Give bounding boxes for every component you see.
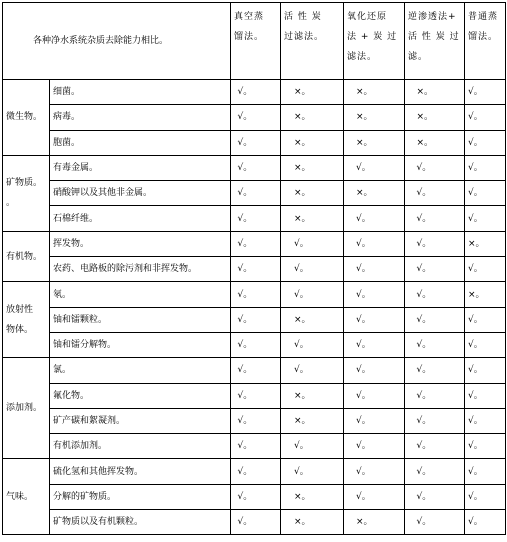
result-cell bbox=[281, 484, 344, 509]
impurity-label: 有毒金属。 bbox=[50, 155, 231, 180]
result-mark: √。 bbox=[468, 163, 483, 174]
result-mark: √。 bbox=[237, 491, 253, 502]
result-mark: √。 bbox=[468, 517, 483, 528]
result-cell bbox=[231, 307, 281, 332]
result-cell bbox=[281, 181, 344, 206]
result-mark: √。 bbox=[237, 466, 253, 477]
result-cell bbox=[281, 130, 344, 155]
table-row bbox=[3, 383, 506, 408]
result-mark: √。 bbox=[294, 441, 309, 452]
result-mark: √。 bbox=[468, 137, 483, 148]
result-mark: ×。 bbox=[294, 188, 311, 199]
impurity-label: 农药、电路板的除污剂和非挥发物。 bbox=[50, 257, 231, 282]
result-cell bbox=[405, 181, 465, 206]
result-mark: √。 bbox=[356, 466, 371, 477]
result-mark: √。 bbox=[237, 416, 253, 426]
category-cell bbox=[3, 459, 50, 535]
result-cell bbox=[405, 383, 465, 408]
result-cell bbox=[231, 257, 281, 282]
result-cell bbox=[231, 434, 281, 459]
result-cell bbox=[344, 130, 405, 155]
result-mark: √。 bbox=[416, 188, 432, 199]
impurity-label: 石棉纤维。 bbox=[50, 206, 231, 231]
result-cell bbox=[405, 484, 465, 509]
result-cell bbox=[344, 155, 405, 180]
impurity-label: 细菌。 bbox=[50, 80, 231, 105]
result-mark: ×。 bbox=[294, 416, 311, 426]
result-mark: √。 bbox=[237, 390, 253, 401]
result-cell bbox=[231, 155, 281, 180]
result-cell bbox=[344, 307, 405, 332]
result-mark: ×。 bbox=[356, 112, 373, 123]
result-mark: √。 bbox=[416, 441, 432, 452]
result-mark: ×。 bbox=[294, 137, 311, 148]
result-cell bbox=[231, 358, 281, 383]
result-mark: √。 bbox=[356, 390, 371, 401]
result-mark: √。 bbox=[468, 466, 483, 477]
result-cell bbox=[281, 80, 344, 105]
result-cell bbox=[465, 358, 506, 383]
result-cell bbox=[465, 510, 506, 535]
result-cell bbox=[405, 105, 465, 130]
result-mark: √。 bbox=[294, 466, 309, 477]
impurity-label: 矿产碳和絮凝剂。 bbox=[50, 408, 231, 433]
result-mark: √。 bbox=[294, 238, 309, 249]
result-mark: √。 bbox=[416, 340, 432, 351]
result-cell bbox=[231, 130, 281, 155]
result-cell bbox=[281, 510, 344, 535]
result-cell bbox=[231, 231, 281, 256]
result-mark: ×。 bbox=[356, 87, 373, 98]
result-mark: ×。 bbox=[294, 112, 311, 123]
result-mark: √。 bbox=[416, 365, 432, 376]
table-row bbox=[3, 484, 506, 509]
method-header-line: 普通蒸 bbox=[468, 12, 499, 22]
result-mark: √。 bbox=[356, 365, 371, 376]
method-header-line: 真空蒸 bbox=[234, 12, 265, 22]
result-cell bbox=[281, 206, 344, 231]
result-cell bbox=[344, 282, 405, 307]
result-mark: ×。 bbox=[294, 314, 311, 325]
category-label: 物体。 bbox=[6, 324, 34, 335]
category-label: 气味。 bbox=[6, 491, 34, 502]
result-mark: ×。 bbox=[294, 87, 311, 98]
impurity-label: 氟化物。 bbox=[50, 383, 231, 408]
result-cell bbox=[231, 105, 281, 130]
result-cell bbox=[344, 484, 405, 509]
result-cell bbox=[231, 459, 281, 484]
result-cell bbox=[405, 358, 465, 383]
result-mark: √。 bbox=[237, 441, 253, 452]
result-cell bbox=[231, 383, 281, 408]
result-mark: √。 bbox=[468, 264, 483, 275]
method-header-5 bbox=[465, 3, 506, 80]
result-cell bbox=[281, 459, 344, 484]
result-mark: ×。 bbox=[468, 289, 485, 300]
result-cell bbox=[465, 206, 506, 231]
result-mark: ×。 bbox=[356, 188, 373, 199]
category-cell bbox=[3, 155, 50, 231]
result-cell bbox=[405, 80, 465, 105]
result-mark: √。 bbox=[468, 188, 483, 199]
impurity-label: 挥发物。 bbox=[50, 231, 231, 256]
result-cell bbox=[465, 257, 506, 282]
result-cell bbox=[281, 155, 344, 180]
result-cell bbox=[231, 282, 281, 307]
table-row bbox=[3, 206, 506, 231]
category-label: 放射性 bbox=[6, 304, 34, 315]
method-header-3 bbox=[344, 3, 405, 80]
result-mark: √。 bbox=[416, 289, 432, 300]
result-mark: √。 bbox=[356, 314, 371, 325]
table-title: 各种净水系统杂质去除能力相比。 bbox=[3, 3, 231, 80]
method-header-line: 逆渗透法+ bbox=[408, 12, 457, 22]
method-header-line: 馏法。 bbox=[234, 32, 265, 42]
method-header-line: 活 性 炭 bbox=[284, 12, 322, 22]
result-cell bbox=[231, 206, 281, 231]
result-mark: √。 bbox=[468, 416, 483, 426]
result-mark: √。 bbox=[237, 213, 253, 224]
method-header-line: 滤。 bbox=[408, 52, 429, 62]
result-mark: √。 bbox=[356, 264, 371, 275]
result-cell bbox=[281, 282, 344, 307]
table-row bbox=[3, 408, 506, 433]
impurity-label: 氡。 bbox=[50, 282, 231, 307]
method-header-line: 法 + 炭 过 bbox=[347, 32, 398, 42]
impurity-label: 硫化氢和其他挥发物。 bbox=[50, 459, 231, 484]
result-mark: √。 bbox=[356, 213, 371, 224]
table-row bbox=[3, 155, 506, 180]
impurity-label: 硝酸钾以及其他非金属。 bbox=[50, 181, 231, 206]
result-cell bbox=[231, 332, 281, 357]
result-mark: ×。 bbox=[356, 517, 373, 528]
result-mark: √。 bbox=[294, 365, 309, 376]
result-mark: √。 bbox=[237, 238, 253, 249]
category-label: 添加剂。 bbox=[6, 403, 43, 414]
result-cell bbox=[405, 282, 465, 307]
result-cell bbox=[344, 231, 405, 256]
result-mark: √。 bbox=[356, 238, 371, 249]
result-mark: √。 bbox=[237, 289, 253, 300]
method-header-2 bbox=[281, 3, 344, 80]
result-mark: √。 bbox=[468, 441, 483, 452]
result-mark: √。 bbox=[356, 491, 371, 502]
result-cell bbox=[231, 80, 281, 105]
result-mark: ×。 bbox=[294, 517, 311, 528]
result-mark: √。 bbox=[237, 517, 253, 528]
result-cell bbox=[405, 257, 465, 282]
result-mark: ×。 bbox=[468, 238, 485, 249]
result-mark: √。 bbox=[416, 517, 432, 528]
impurity-label: 病毒。 bbox=[50, 105, 231, 130]
result-mark: √。 bbox=[468, 365, 483, 376]
result-cell bbox=[344, 434, 405, 459]
result-mark: √。 bbox=[416, 416, 432, 426]
result-cell bbox=[405, 231, 465, 256]
impurity-label: 有机添加剂。 bbox=[50, 434, 231, 459]
result-mark: ×。 bbox=[416, 87, 434, 98]
table-row bbox=[3, 358, 506, 383]
result-cell bbox=[281, 231, 344, 256]
result-cell bbox=[281, 434, 344, 459]
result-mark: √。 bbox=[237, 264, 253, 275]
category-label: 微生物。 bbox=[6, 112, 43, 123]
result-mark: √。 bbox=[237, 137, 253, 148]
purification-comparison-table bbox=[2, 2, 506, 535]
result-cell bbox=[405, 459, 465, 484]
result-mark: ×。 bbox=[294, 491, 311, 502]
table-row bbox=[3, 257, 506, 282]
result-mark: √。 bbox=[237, 188, 253, 199]
result-mark: √。 bbox=[468, 340, 483, 351]
result-mark: √。 bbox=[468, 112, 483, 123]
category-cell bbox=[3, 231, 50, 282]
method-header-4 bbox=[405, 3, 465, 80]
result-mark: √。 bbox=[237, 87, 253, 98]
result-mark: √。 bbox=[356, 289, 371, 300]
result-mark: ×。 bbox=[294, 213, 311, 224]
result-cell bbox=[465, 155, 506, 180]
result-cell bbox=[465, 105, 506, 130]
result-cell bbox=[405, 155, 465, 180]
category-cell bbox=[3, 358, 50, 459]
result-cell bbox=[465, 484, 506, 509]
result-mark: √。 bbox=[468, 491, 483, 502]
category-label: 矿物质。 bbox=[6, 178, 43, 189]
result-cell bbox=[231, 510, 281, 535]
method-header-line: 活 性 炭 过 bbox=[408, 32, 460, 42]
result-cell bbox=[281, 383, 344, 408]
result-cell bbox=[405, 206, 465, 231]
result-mark: √。 bbox=[356, 441, 371, 452]
result-mark: ×。 bbox=[294, 390, 311, 401]
result-cell bbox=[281, 358, 344, 383]
result-mark: √。 bbox=[416, 491, 432, 502]
category-cell bbox=[3, 282, 50, 358]
impurity-label: 铀和镭分解物。 bbox=[50, 332, 231, 357]
result-cell bbox=[465, 434, 506, 459]
result-cell bbox=[465, 231, 506, 256]
result-cell bbox=[465, 307, 506, 332]
result-mark: ×。 bbox=[416, 137, 434, 148]
result-cell bbox=[231, 408, 281, 433]
result-mark: √。 bbox=[416, 264, 432, 275]
result-mark: √。 bbox=[468, 213, 483, 224]
result-cell bbox=[281, 332, 344, 357]
result-cell bbox=[405, 332, 465, 357]
result-cell bbox=[405, 408, 465, 433]
method-header-line: 过滤法。 bbox=[284, 32, 325, 42]
result-cell bbox=[465, 80, 506, 105]
header-row bbox=[3, 3, 506, 80]
table-row bbox=[3, 332, 506, 357]
result-cell bbox=[465, 282, 506, 307]
result-cell bbox=[344, 257, 405, 282]
table-row bbox=[3, 181, 506, 206]
result-cell bbox=[465, 383, 506, 408]
table-row bbox=[3, 307, 506, 332]
result-mark: √。 bbox=[237, 112, 253, 123]
result-cell bbox=[344, 332, 405, 357]
result-cell bbox=[344, 383, 405, 408]
result-cell bbox=[231, 181, 281, 206]
table-row bbox=[3, 130, 506, 155]
table-row bbox=[3, 80, 506, 105]
table-row bbox=[3, 510, 506, 535]
result-mark: √。 bbox=[294, 264, 309, 275]
result-cell bbox=[405, 434, 465, 459]
result-mark: √。 bbox=[416, 466, 432, 477]
result-cell bbox=[281, 105, 344, 130]
result-cell bbox=[405, 307, 465, 332]
result-mark: ×。 bbox=[294, 163, 311, 174]
table-row bbox=[3, 434, 506, 459]
table-row bbox=[3, 231, 506, 256]
method-header-line: 滤法。 bbox=[347, 52, 378, 62]
impurity-label: 胞菌。 bbox=[50, 130, 231, 155]
result-cell bbox=[465, 408, 506, 433]
result-mark: ×。 bbox=[416, 112, 434, 123]
result-cell bbox=[465, 130, 506, 155]
result-mark: √。 bbox=[294, 340, 309, 351]
result-mark: √。 bbox=[237, 340, 253, 351]
result-mark: √。 bbox=[294, 289, 309, 300]
result-cell bbox=[465, 332, 506, 357]
table-row bbox=[3, 459, 506, 484]
result-mark: √。 bbox=[356, 416, 371, 426]
result-mark: √。 bbox=[416, 314, 432, 325]
method-header-line: 氧化还原 bbox=[347, 12, 388, 22]
result-mark: √。 bbox=[237, 314, 253, 325]
result-mark: ×。 bbox=[356, 137, 373, 148]
result-mark: √。 bbox=[468, 314, 483, 325]
result-cell bbox=[344, 358, 405, 383]
result-cell bbox=[405, 130, 465, 155]
impurity-label: 氯。 bbox=[50, 358, 231, 383]
result-mark: √。 bbox=[416, 390, 432, 401]
table-row bbox=[3, 105, 506, 130]
result-mark: √。 bbox=[237, 365, 253, 376]
result-cell bbox=[344, 181, 405, 206]
result-mark: √。 bbox=[356, 163, 371, 174]
result-cell bbox=[405, 510, 465, 535]
category-label: 有机物。 bbox=[6, 251, 43, 262]
result-cell bbox=[231, 484, 281, 509]
result-cell bbox=[344, 510, 405, 535]
result-mark: √。 bbox=[237, 163, 253, 174]
result-cell bbox=[281, 408, 344, 433]
result-mark: √。 bbox=[468, 390, 483, 401]
result-cell bbox=[344, 206, 405, 231]
result-cell bbox=[465, 459, 506, 484]
category-label: 。 bbox=[6, 198, 16, 209]
result-cell bbox=[465, 181, 506, 206]
result-mark: √。 bbox=[416, 163, 432, 174]
impurity-label: 分解的矿物质。 bbox=[50, 484, 231, 509]
method-header-1 bbox=[231, 3, 281, 80]
result-cell bbox=[344, 105, 405, 130]
result-mark: √。 bbox=[468, 87, 483, 98]
method-header-line: 馏法。 bbox=[468, 32, 499, 42]
result-cell bbox=[344, 80, 405, 105]
result-cell bbox=[281, 257, 344, 282]
result-mark: √。 bbox=[416, 238, 432, 249]
result-mark: √。 bbox=[356, 340, 371, 351]
impurity-label: 矿物质以及有机颗粒。 bbox=[50, 510, 231, 535]
result-mark: √。 bbox=[416, 213, 432, 224]
result-cell bbox=[344, 408, 405, 433]
impurity-label: 铀和镭颗粒。 bbox=[50, 307, 231, 332]
category-cell bbox=[3, 80, 50, 156]
table-row bbox=[3, 282, 506, 307]
result-cell bbox=[281, 307, 344, 332]
result-cell bbox=[344, 459, 405, 484]
